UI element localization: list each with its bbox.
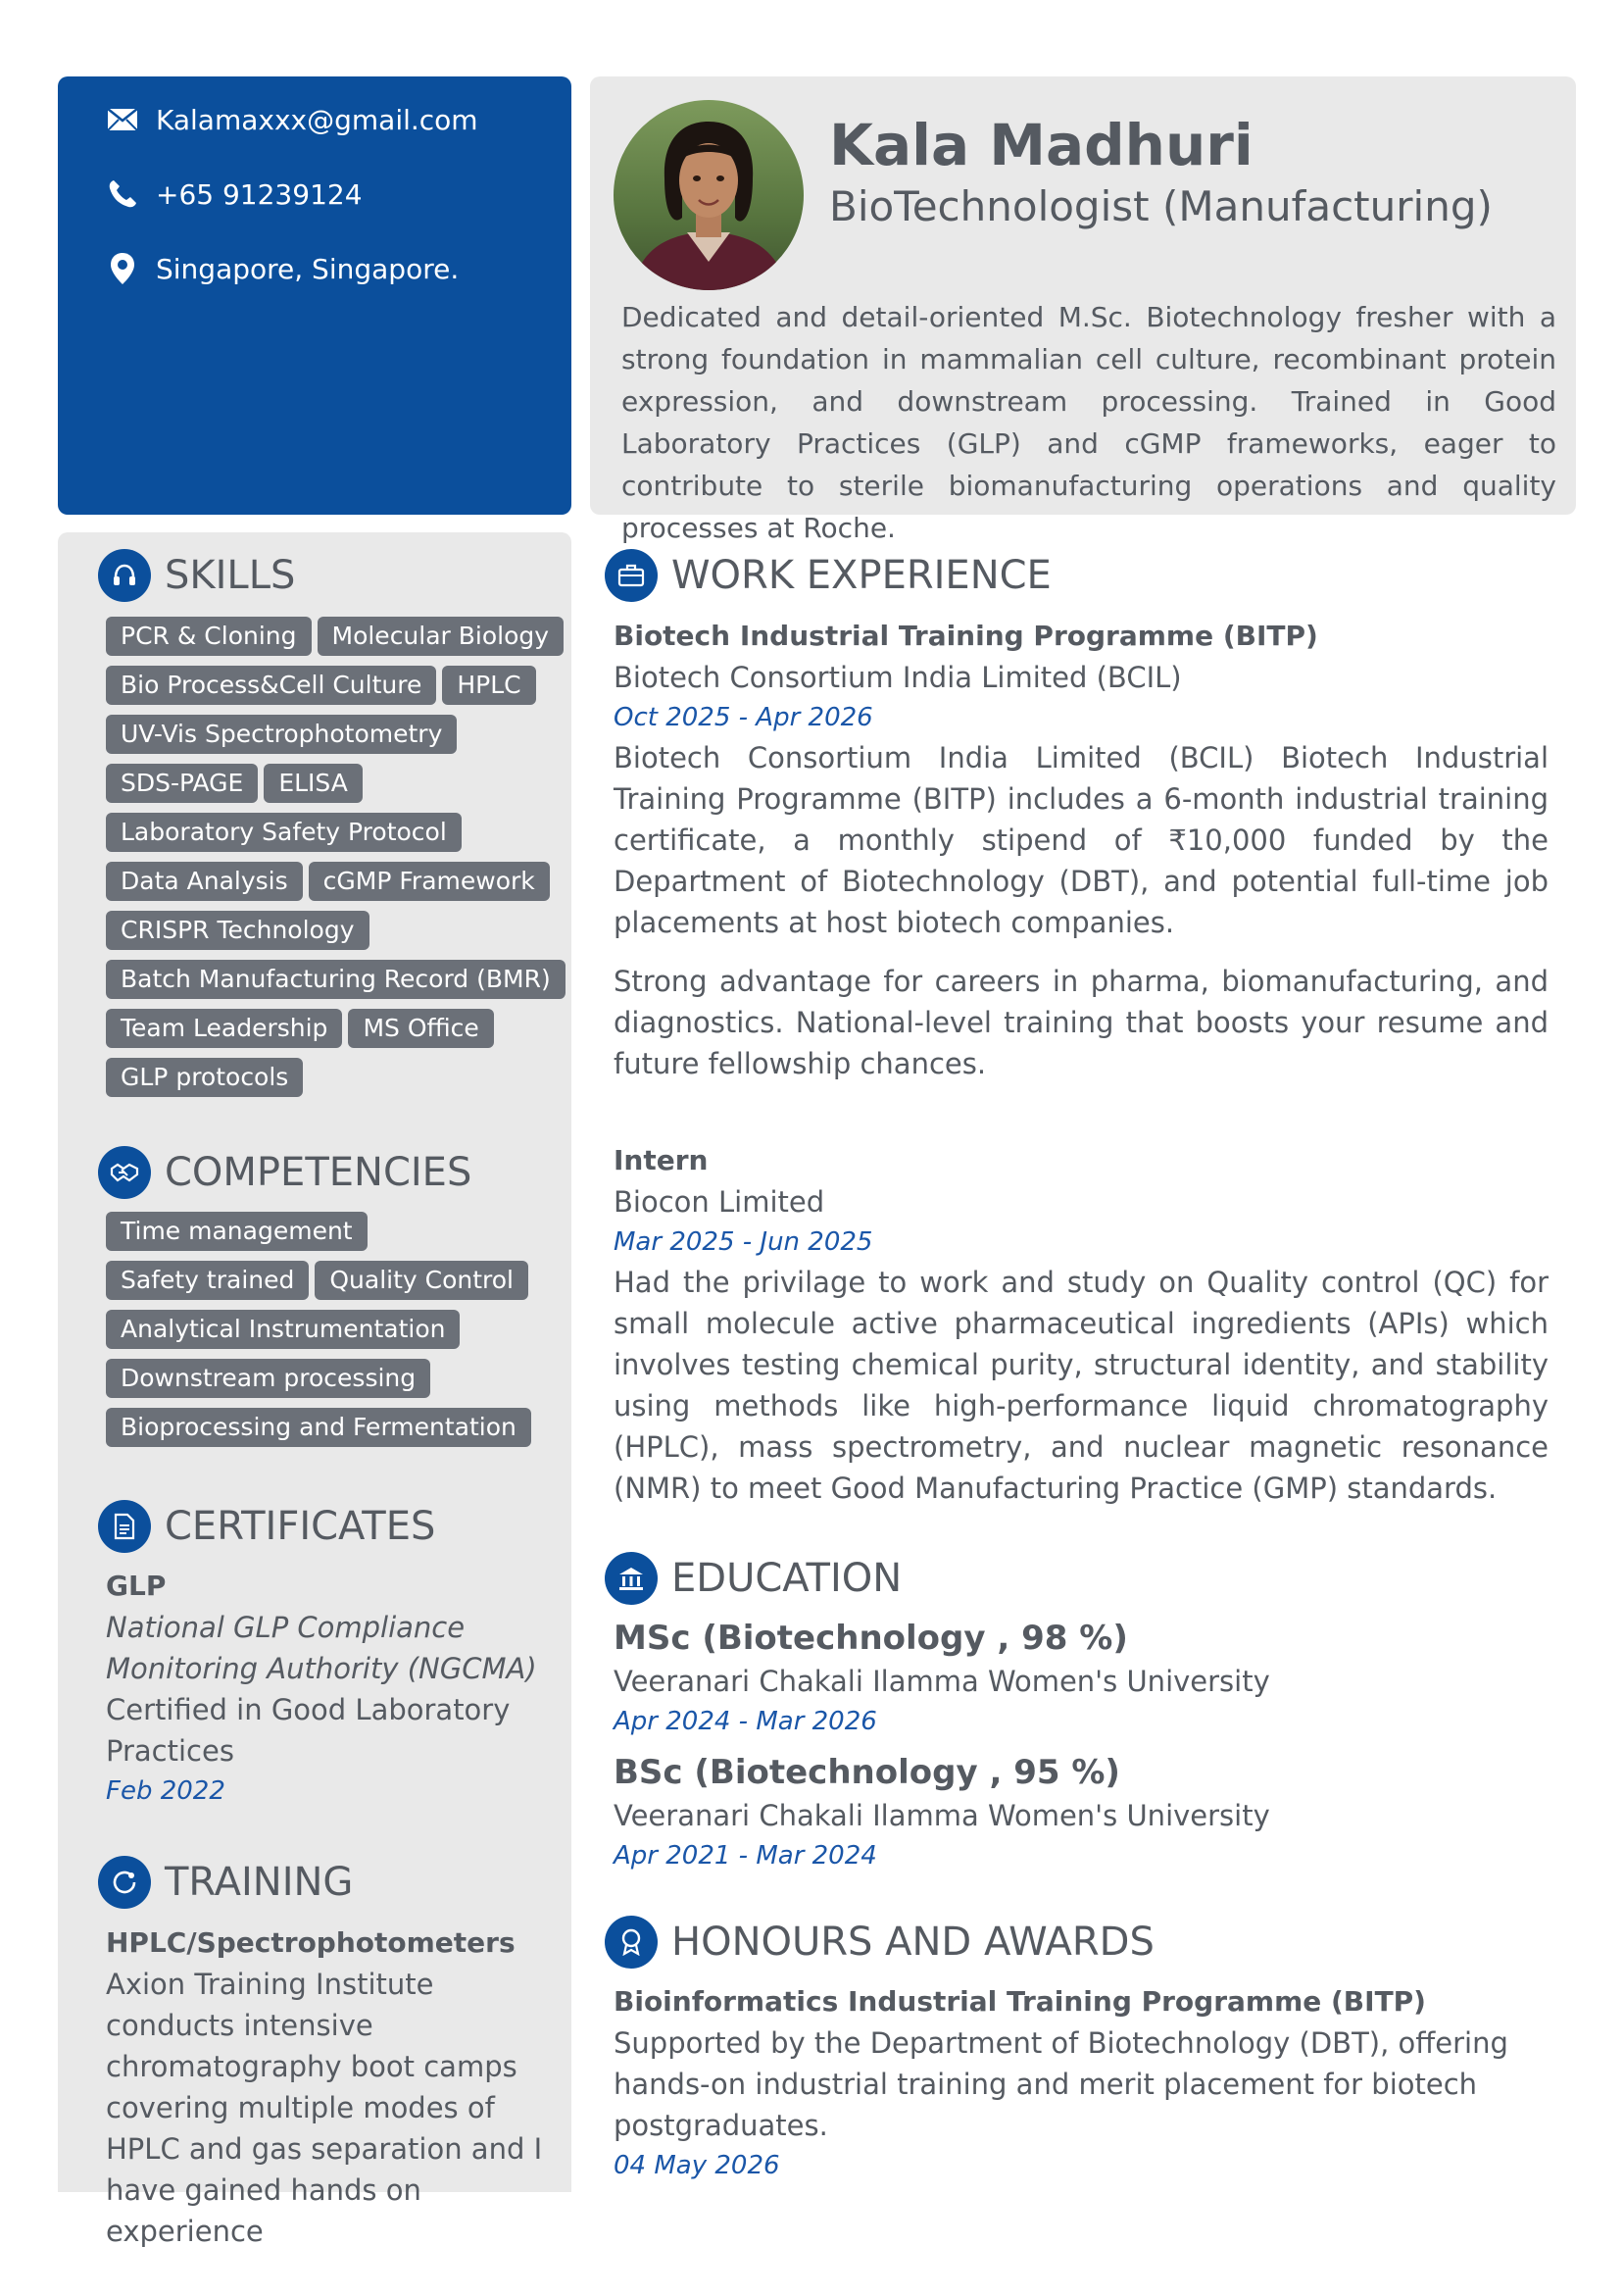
competencies-tag: Analytical Instrumentation [106,1310,460,1349]
skills-tag: UV-Vis Spectrophotometry [106,715,457,754]
location-text: Singapore, Singapore. [156,252,460,285]
headset-icon [98,549,151,602]
tag-row [106,715,557,756]
tag-row [106,1058,557,1099]
skills-tag: PCR & Cloning [106,617,312,656]
skills-tag: GLP protocols [106,1058,303,1097]
job-dates: Mar 2025 - Jun 2025 [614,1227,873,1257]
competencies-title: COMPETENCIES [165,1150,472,1195]
left-column [58,532,571,2248]
phone-icon [105,176,140,212]
skills-tag: Team Leadership [106,1009,342,1048]
tag-row [106,911,557,952]
competencies-tag: Bioprocessing and Fermentation [106,1408,531,1447]
skills-tag: cGMP Framework [309,862,550,901]
competencies-tags [106,1212,557,1457]
handshake-icon [98,1146,151,1199]
competencies-tag: Downstream processing [106,1359,430,1398]
job-dates: Oct 2025 - Apr 2026 [614,703,873,732]
candidate-name: Kala Madhuri [829,112,1254,178]
institution-icon [605,1552,658,1605]
competencies-tag: Quality Control [315,1261,528,1300]
education-dates: Apr 2021 - Mar 2024 [614,1841,877,1871]
skills-tag: Data Analysis [106,862,303,901]
phone-text: +65 91239124 [156,177,363,211]
candidate-title: BioTechnologist (Manufacturing) [829,182,1493,230]
tag-row [106,960,557,1001]
job-description-2: Strong advantage for careers in pharma, biomanufacturing, and diagnostics. National-level training that boosts your resume and future fellowship chances. [614,965,1549,1080]
tag-row [106,1408,557,1449]
award-icon [605,1916,658,1969]
profile-summary: Dedicated and detail-oriented M.Sc. Biotechnology fresher with a strong foundation in mammalian cell culture, recombinant protein expression, and downstream processing. Trained in Good Laboratory Practices (GLP) and cGMP frameworks, eager to contribute to sterile biomanufacturing operations and quality processes at Roche. [621,301,1556,544]
job-description: Had the privilage to work and study on Quality control (QC) for small molecule active pharmaceutical ingredients (APIs) which involves testing chemical purity, structural identity, and stability using methods like high-performance liquid chromatography (HPLC), mass spectrometry, and nuclear magnetic resonance (NMR) to meet Good Manufacturing Practice (GMP) standards. [614,1266,1549,1505]
award-date: 04 May 2026 [614,2151,780,2180]
skills-tag: SDS-PAGE [106,764,258,803]
briefcase-icon [605,549,658,602]
tag-row [106,666,557,707]
education-dates: Apr 2024 - Mar 2026 [614,1707,877,1736]
work-entry [614,616,1549,1084]
training-description: Axion Training Institute conducts intensive chromatography boot camps covering multiple modes of HPLC and gas separation and I have gained hands on experience [106,1968,543,2248]
awards-heading [605,1916,1155,1969]
tag-row [106,1310,557,1351]
awards-title: HONOURS AND AWARDS [671,1920,1155,1965]
tag-row [106,1009,557,1050]
competencies-tag: Time management [106,1212,368,1251]
certificates-heading [98,1500,435,1553]
certificate-issuer: National GLP Compliance Monitoring Authority (NGCMA) [106,1611,537,1685]
skills-tag: ELISA [264,764,363,803]
tag-row [106,862,557,903]
envelope-icon [105,102,140,137]
skills-heading [98,549,295,602]
education-heading [605,1552,902,1605]
job-title: Intern [614,1144,709,1176]
competencies-heading [98,1146,471,1199]
education-entry [614,1750,1549,1875]
contact-email[interactable] [58,102,571,137]
training-icon [98,1856,151,1909]
education-title: EDUCATION [671,1556,903,1601]
job-description: Biotech Consortium India Limited (BCIL) Biotech Industrial Training Programme (BITP) includes a 6-month industrial training certificate, a monthly stipend of ₹10,000 funded by the Department of Biotechnology (DBT), and potential full-time job placements at host biotech companies. [614,741,1549,939]
skills-tag: HPLC [442,666,535,705]
tag-row [106,1212,557,1253]
training-item [106,1922,557,2252]
document-icon [98,1500,151,1553]
certificate-item [106,1566,557,1811]
job-organization: Biotech Consortium India Limited (BCIL) [614,661,1182,694]
education-entry [614,1616,1549,1741]
degree-title: BSc (Biotechnology , 95 %) [614,1753,1120,1792]
training-title: TRAINING [165,1860,354,1905]
school-name: Veeranari Chakali Ilamma Women's University [614,1665,1270,1698]
skills-tag: Molecular Biology [318,617,565,656]
work-entry [614,1140,1549,1509]
job-title: Biotech Industrial Training Programme (BITP) [614,620,1318,652]
training-heading [98,1856,353,1909]
work-heading [605,549,1052,602]
skills-tag: Bio Process&Cell Culture [106,666,436,705]
job-organization: Biocon Limited [614,1185,825,1219]
tag-row [106,813,557,854]
training-name: HPLC/Spectrophotometers [106,1926,516,1959]
skills-tag: CRISPR Technology [106,911,369,950]
school-name: Veeranari Chakali Ilamma Women's University [614,1799,1270,1832]
profile-photo [614,100,804,290]
award-title: Bioinformatics Industrial Training Programme (BITP) [614,1985,1426,2018]
email-text: Kalamaxxx@gmail.com [156,103,478,136]
degree-title: MSc (Biotechnology , 98 %) [614,1619,1128,1658]
tag-row [106,1261,557,1302]
skills-tags [106,617,557,1107]
contact-panel [58,76,571,515]
award-entry [614,1981,1549,2185]
work-title: WORK EXPERIENCE [671,553,1052,598]
tag-row [106,764,557,805]
skills-title: SKILLS [165,553,296,598]
contact-phone[interactable] [58,176,571,212]
certificate-description: Certified in Good Laboratory Practices [106,1693,511,1768]
skills-tag: MS Office [348,1009,493,1048]
certificate-title: GLP [106,1570,167,1602]
competencies-tag: Safety trained [106,1261,309,1300]
certificate-date: Feb 2022 [106,1776,225,1806]
tag-row [106,1359,557,1400]
certificates-title: CERTIFICATES [165,1504,436,1549]
skills-tag: Laboratory Safety Protocol [106,813,462,852]
map-pin-icon [105,251,140,286]
award-description: Supported by the Department of Biotechnology (DBT), offering hands-on industrial training and merit placement for biotech postgraduates. [614,2026,1508,2142]
skills-tag: Batch Manufacturing Record (BMR) [106,960,566,999]
contact-location [58,251,571,286]
header-card [590,76,1576,544]
tag-row [106,617,557,658]
